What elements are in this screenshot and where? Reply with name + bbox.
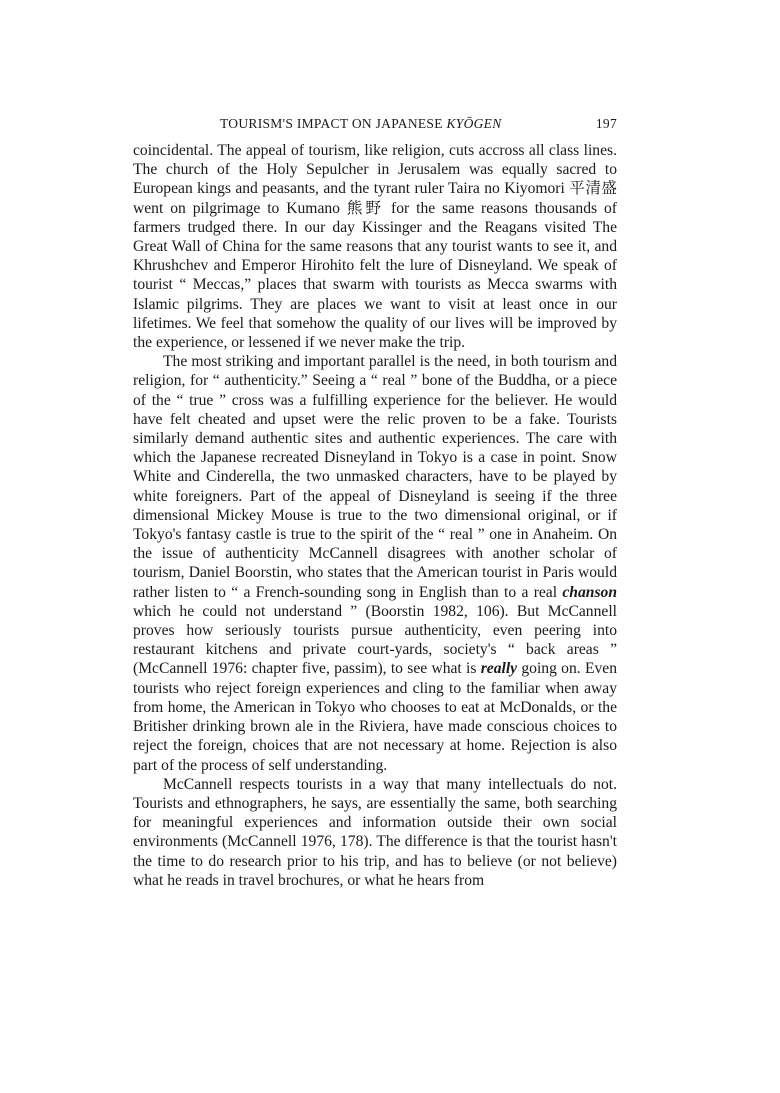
text-run: The most striking and important parallel is the need, in both tourism and religion, for “ authenticity.” Seeing a “ real ” bone of the Buddha, or a piece of the “ true ” cross was a fulfilling experience for the believer. He would have felt cheated and upset were the relic proven to be a fake. Tourists similarly demand authentic sites and authentic experiences. The care with which the Japanese recreated Disneyland in Tokyo is a case in point. Snow White and Cinderella, the two unmasked characters, have to be played by white foreigners. Part of the appeal of Disneyland is seeing if the three dimensional Mickey Mouse is true to the two dimensional original, or if Tokyo's fantasy castle is true to the spirit of the “ real ” one in Anaheim. On the issue of authenticity McCannell disagrees with another scholar of tourism, Daniel Boorstin, who states that the American tourist in Paris would rather listen to “ a French-sounding song in English than to a real — [133, 353, 617, 601]
page-number: 197 — [595, 116, 617, 131]
running-head — [133, 116, 617, 136]
italic-term: chanson — [562, 583, 617, 601]
text-run: which he could not understand ” (Boorstin 1982, 106). But McCannell proves how seriously tourists pursue authenticity, even peering into restaurant kitchens and private court-yards, society's “ back areas ” (McCannell 1976: chapter five, passim), to see what is — [133, 602, 617, 678]
body-text — [133, 141, 617, 890]
running-title — [220, 116, 502, 132]
paragraph — [133, 141, 617, 352]
paragraph — [133, 775, 617, 890]
text-run: McCannell respects tourists in a way that many intellectuals do not. Tourists and ethnographers, he says, are essentially the same, both searching for meaningful experiences and information outside their own social environments (McCannell 1976, 178). The difference is that the tourist hasn't the time to do research prior to his trip, and has to believe (or not believe) what he reads in travel brochures, or what he hears from — [133, 775, 617, 889]
paragraph — [133, 352, 617, 774]
running-title-italic: KYŌGEN — [446, 116, 502, 131]
text-run: coincidental. The appeal of tourism, like religion, cuts accross all class lines. The church of the Holy Sepulcher in Jerusalem was equally sacred to European kings and peasants, and the tyrant ruler Taira no Kiyomori 平清盛 went on pilgrimage to Kumano 熊野 for the same reasons thousands of farmers trudged there. In our day Kissinger and the Reagans visited The Great Wall of China for the same reasons that any tourist wants to see it, and Khrushchev and Emperor Hirohito felt the lure of Disneyland. We speak of tourist “ Meccas,” places that swarm with tourists as Mecca swarms with Islamic pilgrims. They are places we want to visit at least once in our lifetimes. We feel that somehow the quality of our lives will be improved by the experience, or lessened if we never make the trip. — [133, 142, 617, 352]
italic-term: really — [480, 660, 518, 678]
running-title-text: TOURISM'S IMPACT ON JAPANESE — [220, 116, 447, 131]
text-run: going on. Even tourists who reject foreign experiences and cling to the familiar when away from home, the American in Tokyo who chooses to eat at McDonalds, or the Britisher drinking brown ale in the Riviera, have made conscious choices to reject the foreign, choices that are not necessary at home. Rejection is also part of the process of self understanding. — [133, 660, 617, 774]
